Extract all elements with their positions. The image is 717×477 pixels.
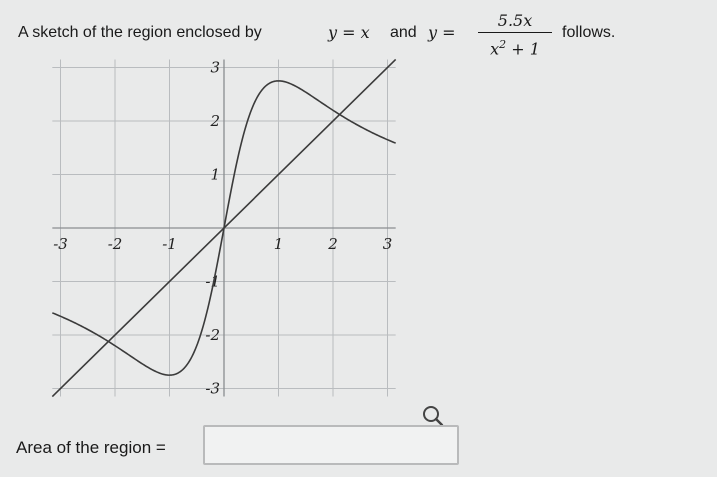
y-tick-label: 3 xyxy=(210,58,220,77)
question-text-before: A sketch of the region enclosed by xyxy=(18,24,262,41)
question-text-after: follows. xyxy=(562,24,616,41)
area-answer-input[interactable] xyxy=(203,425,459,465)
y-tick-label: 2 xyxy=(210,112,220,130)
y-tick-label: -3 xyxy=(205,379,220,398)
fraction-denominator: $x^2 + 1$ xyxy=(490,38,540,59)
x-tick-label: 1 xyxy=(273,235,284,253)
x-tick-label: -3 xyxy=(53,235,68,253)
y-tick-label: -2 xyxy=(205,326,220,344)
x-tick-label: 3 xyxy=(382,235,393,253)
equation-line: y = x xyxy=(328,23,370,42)
x-tick-label: -2 xyxy=(107,235,123,253)
fraction-numerator: 5.5x xyxy=(497,11,533,30)
x-tick-label: -1 xyxy=(162,235,177,253)
x-tick-label: 2 xyxy=(328,235,338,253)
question-and: and xyxy=(390,24,417,41)
answer-label: Area of the region = xyxy=(16,438,166,457)
equation-curve-lhs: y = xyxy=(428,23,456,42)
y-tick-label: -1 xyxy=(205,272,220,291)
y-tick-label: 1 xyxy=(210,165,220,184)
